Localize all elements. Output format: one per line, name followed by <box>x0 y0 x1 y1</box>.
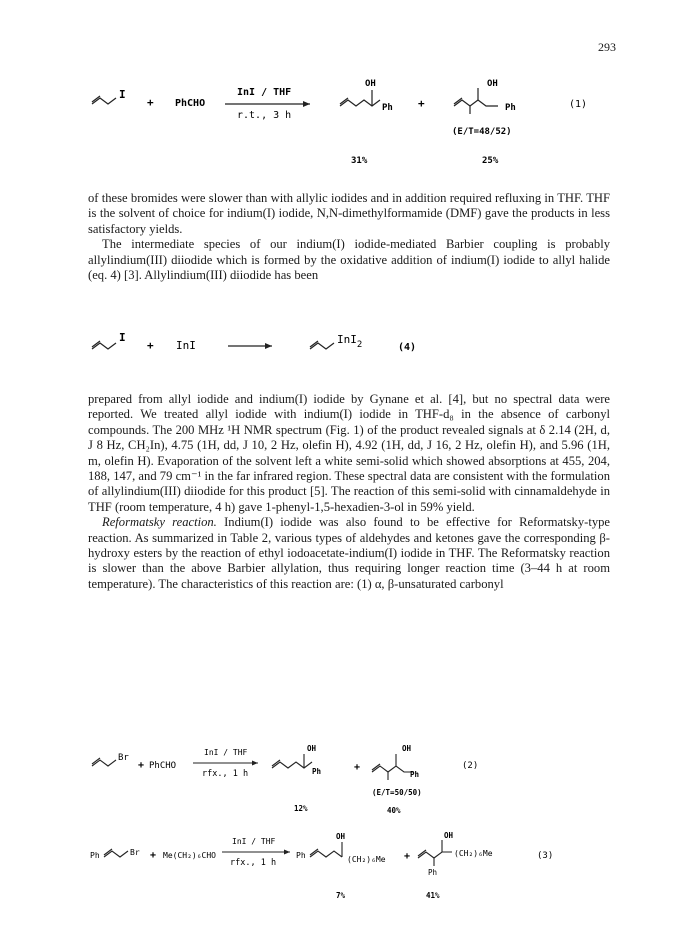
reaction-scheme-1-drawing <box>0 60 680 180</box>
body-text-block-2 <box>88 392 610 592</box>
product-b-oh: OH <box>444 831 454 840</box>
paragraph-3: prepared from allyl iodide and indium(I) iodide by Gynane et al. [4], but no spectral data were reported. We treated allyl iodide with indium(I) iodide in THF-d₈ in the absence of carbonyl compounds. The 200 MHz ¹H NMR spectrum (Fig. 1) of the product revealed signals at δ 2.14 (2H, d, J 8 Hz, CH₂In), 4.75 (1H, dd, J 10, 2 Hz, olefin H), 4.92 (1H, dd, J 16, 2 Hz, olefin H), and 5.96 (1H, m, olefin H). Evaporation of the solvent left a white semi-solid which showed absorptions at 455, 204, 188, 147, and 79 cm⁻¹ in the far infrared region. These spectral data are consistent with the formulation of allylindium(III) diiodide for this product [5]. The reaction of this semi-solid with cinnamaldehyde in THF (room temperature, 4 h) gave 1-phenyl-1,5-hexadien-3-ol in 59% yield. <box>88 392 610 514</box>
product-b-oh: OH <box>402 744 412 753</box>
conditions-label: r.t., 3 h <box>237 110 292 121</box>
reagents-label: InI / THF <box>204 748 248 757</box>
iodine-label: I <box>119 331 126 344</box>
isomer-ratio: (E/T=48/52) <box>452 127 512 137</box>
reagents-label: InI / THF <box>237 87 292 98</box>
product-a-chain <box>340 100 380 106</box>
product-b-oh: OH <box>487 79 498 89</box>
reaction-scheme-3 <box>0 828 680 923</box>
aldehyde-label: Me(CH₂)₆CHO <box>163 851 216 860</box>
reaction-scheme-1 <box>0 60 680 180</box>
page-number: 293 <box>598 40 616 54</box>
product-b-ph: Ph <box>428 868 438 877</box>
plus-sign: + <box>147 96 154 109</box>
plus-sign-2: + <box>418 97 425 110</box>
product-a-ph: Ph <box>296 851 306 860</box>
plus-sign-2: + <box>404 851 411 862</box>
yield-b: 25% <box>482 156 499 166</box>
equation-number-2: (2) <box>462 761 479 771</box>
product-b-ph: Ph <box>410 770 420 779</box>
paragraph-4-text: Indium(I) iodide was also found to be effective for Reformatsky-type reaction. As summarized in Table 2, various types of aldehydes and ketones gave the corresponding β-hydroxy esters by the reaction of ethyl iodoacetate-indium(I) iodide in THF. The Reformatsky reaction is slower than the above Barbier allylation, thus requiring longer reaction time (3–44 h at room temperature). The characteristics of this reaction are: (1) α, β-unsaturated carbonyl <box>88 515 611 591</box>
equation-number-1: (1) <box>569 99 588 110</box>
yield-a: 31% <box>351 156 368 166</box>
product-a-oh: OH <box>336 832 346 841</box>
plus-sign: + <box>147 339 154 352</box>
reaction-scheme-4-drawing <box>0 325 680 365</box>
reaction-scheme-3-drawing <box>0 828 680 923</box>
aldehyde-label: PhCHO <box>149 761 177 771</box>
paragraph-2: The intermediate species of our indium(I) iodide-mediated Barbier coupling is probably allylindium(III) diiodide which is formed by the oxidative addition of indium(I) iodide to allyl halide (eq. 4) [3]. Allylindium(III) diiodide has been <box>88 237 610 283</box>
paragraph-4 <box>88 515 610 592</box>
yield-a: 12% <box>294 804 308 813</box>
product-b-chain: (CH₂)₆Me <box>454 849 493 858</box>
plus-sign-2: + <box>354 762 361 773</box>
section-heading: Reformatsky reaction. <box>102 515 217 530</box>
reaction-scheme-4 <box>0 325 680 365</box>
product-b-chain <box>454 100 498 106</box>
aldehyde-label: PhCHO <box>175 98 206 109</box>
conditions-label: rfx., 1 h <box>202 769 249 779</box>
product-label: InI$_2$ <box>337 333 363 350</box>
body-text-block-1 <box>88 191 610 283</box>
paragraph-1: of these bromides were slower than with allylic iodides and in addition required refluxing in THF. THF is the solvent of choice for indium(I) iodide, N,N-dimethylformamide (DMF) gave the products in less satisfactory yields. <box>88 191 610 236</box>
reaction-scheme-2-drawing <box>0 740 680 825</box>
equation-number-4: (4) <box>398 342 417 353</box>
isomer-ratio: (E/T=50/50) <box>372 788 422 797</box>
bromine-label: Br <box>118 753 129 763</box>
equation-number-3: (3) <box>537 851 554 861</box>
product-b-ph: Ph <box>505 103 516 113</box>
yield-b: 41% <box>426 891 440 900</box>
product-a-oh: OH <box>307 744 317 753</box>
reagents-label: InI / THF <box>232 837 276 846</box>
product-a-oh: OH <box>365 79 376 89</box>
yield-a: 7% <box>336 891 346 900</box>
product-a-ph: Ph <box>312 767 322 776</box>
reagent-label: InI <box>176 339 196 352</box>
product-a-chain: (CH₂)₆Me <box>347 855 386 864</box>
reaction-scheme-2 <box>0 740 680 825</box>
iodine-label: I <box>119 88 126 101</box>
bromine-label: Br <box>130 848 140 857</box>
phenyl-label: Ph <box>90 851 100 860</box>
plus-sign: + <box>150 850 157 861</box>
yield-b: 40% <box>387 806 401 815</box>
conditions-label: rfx., 1 h <box>230 858 277 868</box>
plus-sign: + <box>138 760 145 771</box>
product-a-ph: Ph <box>382 103 393 113</box>
